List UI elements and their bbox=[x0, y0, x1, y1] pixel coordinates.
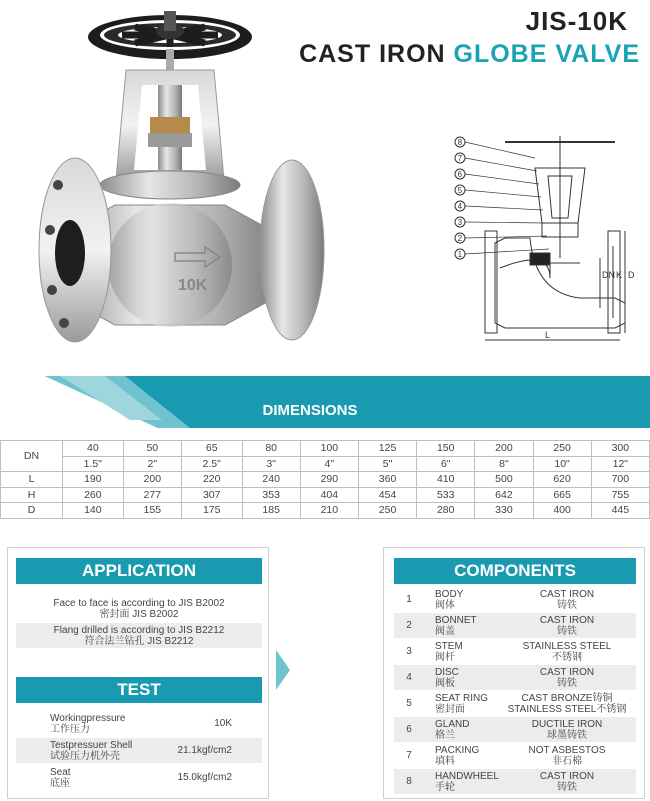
dimensions-cell: 353 bbox=[242, 487, 300, 503]
component-material bbox=[502, 641, 632, 663]
application-item bbox=[16, 623, 262, 648]
component-material-line1: CAST IRON bbox=[539, 667, 595, 678]
callout-leader bbox=[465, 222, 545, 223]
component-row bbox=[394, 613, 636, 638]
dimensions-cell: 2" bbox=[123, 456, 181, 472]
component-row bbox=[394, 769, 636, 794]
dimensions-row bbox=[1, 503, 650, 519]
dimensions-cell: 2.5" bbox=[181, 456, 242, 472]
dimensions-cell: 65 bbox=[181, 441, 242, 457]
callout-number: 8 bbox=[457, 138, 463, 147]
dimensions-cell: 175 bbox=[181, 503, 242, 519]
component-part bbox=[435, 615, 477, 637]
callout-leader bbox=[465, 174, 539, 184]
dimensions-cell: 755 bbox=[591, 487, 649, 503]
dimensions-cell: 80 bbox=[242, 441, 300, 457]
test-item-value: 21.1kgf/cm2 bbox=[177, 745, 232, 756]
dimensions-cell: 533 bbox=[417, 487, 475, 503]
callout-number: 2 bbox=[457, 234, 463, 243]
component-part-en: PACKING bbox=[435, 745, 480, 756]
component-material bbox=[502, 615, 632, 637]
dimensions-title: DIMENSIONS bbox=[262, 402, 358, 419]
dimensions-cell: 10" bbox=[533, 456, 591, 472]
component-part-zh: 阀盖 bbox=[435, 626, 455, 637]
test-item bbox=[16, 711, 262, 736]
product-title-type: GLOBE VALVE bbox=[453, 40, 640, 68]
application-item-zh: 符合法兰钻孔 JIS B2212 bbox=[84, 636, 194, 647]
dimensions-cell: 6" bbox=[417, 456, 475, 472]
component-part-en: DISC bbox=[435, 667, 459, 678]
dimensions-cell: 700 bbox=[591, 472, 649, 488]
dimensions-cell: 190 bbox=[63, 472, 124, 488]
dimensions-cell: 260 bbox=[63, 487, 124, 503]
dimensions-cell: 155 bbox=[123, 503, 181, 519]
component-part-en: HANDWHEEL bbox=[435, 771, 499, 782]
component-row bbox=[394, 665, 636, 690]
dim-label-l: L bbox=[545, 330, 551, 340]
callout-number: 4 bbox=[457, 202, 463, 211]
dimensions-cell: 50 bbox=[123, 441, 181, 457]
dimensions-cell: 290 bbox=[300, 472, 358, 488]
dimensions-cell: 185 bbox=[242, 503, 300, 519]
test-item bbox=[16, 765, 262, 790]
test-item-name-zh: 试验压力机外壳 bbox=[50, 751, 120, 762]
dimensions-cell: 307 bbox=[181, 487, 242, 503]
dimensions-cell: 445 bbox=[591, 503, 649, 519]
component-number: 8 bbox=[406, 776, 412, 787]
component-part-zh: 格兰 bbox=[435, 730, 455, 741]
component-number: 5 bbox=[406, 698, 412, 709]
component-part-zh: 阀体 bbox=[435, 600, 455, 611]
dimensions-row-label: D bbox=[1, 503, 63, 519]
product-title bbox=[299, 40, 640, 69]
dimensions-cell: 100 bbox=[300, 441, 358, 457]
dimensions-cell: 300 bbox=[591, 441, 649, 457]
callout-leader bbox=[465, 190, 541, 197]
component-part-en: SEAT RING bbox=[435, 693, 488, 704]
dimensions-cell: 642 bbox=[475, 487, 533, 503]
component-material-line2: 铸铁 bbox=[557, 782, 577, 793]
dimensions-cell: 220 bbox=[181, 472, 242, 488]
valve-drawing bbox=[440, 128, 635, 348]
dimensions-cell: 280 bbox=[417, 503, 475, 519]
dimensions-cell: 125 bbox=[358, 441, 416, 457]
dimensions-cell: 250 bbox=[358, 503, 416, 519]
dimensions-cell: 240 bbox=[242, 472, 300, 488]
component-material-line2: 球墨铸铁 bbox=[547, 730, 587, 741]
component-material-line1: CAST IRON bbox=[539, 771, 595, 782]
product-title-material: CAST IRON bbox=[299, 40, 446, 68]
application-item-zh: 密封面 JIS B2002 bbox=[99, 609, 179, 620]
dimensions-cell: 140 bbox=[63, 503, 124, 519]
dimensions-cell: 454 bbox=[358, 487, 416, 503]
test-item-name-en: Testpressuer Shell bbox=[50, 740, 133, 751]
callout-number: 6 bbox=[457, 170, 463, 179]
dimensions-cell: 4" bbox=[300, 456, 358, 472]
valve-photo bbox=[30, 5, 330, 360]
callout-number: 3 bbox=[457, 218, 463, 227]
dimensions-cell: 200 bbox=[123, 472, 181, 488]
dim-label-k: K bbox=[616, 270, 623, 280]
component-part-zh: 密封面 bbox=[435, 704, 465, 715]
component-material-line1: CAST BRONZE铸铜 bbox=[521, 693, 613, 704]
callout-number: 5 bbox=[457, 186, 463, 195]
body-marking: 10K bbox=[178, 277, 208, 294]
component-row bbox=[394, 743, 636, 768]
component-material bbox=[502, 719, 632, 741]
dimensions-cell: 40 bbox=[63, 441, 124, 457]
dimensions-row bbox=[1, 441, 650, 457]
component-material-line2: 铸铁 bbox=[557, 600, 577, 611]
test-item-name bbox=[50, 740, 132, 762]
component-number: 2 bbox=[406, 620, 412, 631]
component-material-line2: STAINLESS STEEL不锈钢 bbox=[507, 704, 627, 715]
dimensions-cell: 277 bbox=[123, 487, 181, 503]
dimensions-cell: 1.5" bbox=[63, 456, 124, 472]
component-part-zh: 手轮 bbox=[435, 782, 455, 793]
application-item bbox=[16, 596, 262, 621]
component-material-line1: DUCTILE IRON bbox=[531, 719, 603, 730]
dimensions-cell: 210 bbox=[300, 503, 358, 519]
test-item-name bbox=[50, 767, 71, 789]
test-title: TEST bbox=[16, 677, 262, 703]
component-material-line1: CAST IRON bbox=[539, 615, 595, 626]
component-number: 3 bbox=[406, 646, 412, 657]
dimensions-cell: 5" bbox=[358, 456, 416, 472]
callout-leader bbox=[465, 142, 535, 158]
test-item-name bbox=[50, 713, 125, 735]
component-number: 7 bbox=[406, 750, 412, 761]
dimensions-cell: 665 bbox=[533, 487, 591, 503]
dimensions-row-label: H bbox=[1, 487, 63, 503]
dimensions-row bbox=[1, 487, 650, 503]
component-part-zh: 阀杆 bbox=[435, 652, 455, 663]
component-part bbox=[435, 771, 499, 793]
component-material-line1: CAST IRON bbox=[539, 589, 595, 600]
dimensions-cell: 150 bbox=[417, 441, 475, 457]
model-code: JIS-10K bbox=[525, 6, 628, 36]
component-part-zh: 填料 bbox=[435, 756, 455, 767]
test-item bbox=[16, 738, 262, 763]
component-part bbox=[435, 589, 463, 611]
callout-leader bbox=[465, 158, 537, 171]
dimensions-row-label: DN bbox=[1, 441, 63, 472]
test-item-name-en: Seat bbox=[50, 767, 71, 778]
dimensions-row-label: L bbox=[1, 472, 63, 488]
callout-number: 1 bbox=[457, 250, 463, 259]
callout-number: 7 bbox=[457, 154, 463, 163]
component-row bbox=[394, 717, 636, 742]
component-part bbox=[435, 719, 469, 741]
dimensions-table bbox=[0, 440, 650, 519]
component-material bbox=[502, 667, 632, 689]
component-material bbox=[502, 693, 632, 715]
test-item-value: 10K bbox=[214, 718, 232, 729]
component-part bbox=[435, 745, 479, 767]
component-row bbox=[394, 639, 636, 664]
component-material bbox=[502, 589, 632, 611]
dimensions-cell: 200 bbox=[475, 441, 533, 457]
dim-label-dn: DN bbox=[602, 270, 615, 280]
component-material-line1: NOT ASBESTOS bbox=[528, 745, 606, 756]
components-title: COMPONENTS bbox=[394, 558, 636, 584]
dimensions-cell: 12" bbox=[591, 456, 649, 472]
test-item-name-en: Workingpressure bbox=[50, 713, 126, 724]
dimensions-row bbox=[1, 456, 650, 472]
dimensions-cell: 360 bbox=[358, 472, 416, 488]
components-panel bbox=[383, 547, 645, 799]
component-material-line2: 不锈钢 bbox=[552, 652, 582, 663]
chevron-right-icon bbox=[276, 650, 290, 690]
component-material-line2: 非石棉 bbox=[552, 756, 582, 767]
dimensions-row bbox=[1, 472, 650, 488]
dimensions-cell: 620 bbox=[533, 472, 591, 488]
dim-label-d: D bbox=[628, 270, 635, 280]
component-material-line2: 铸铁 bbox=[557, 678, 577, 689]
component-part-en: GLAND bbox=[435, 719, 470, 730]
component-material-line2: 铸铁 bbox=[557, 626, 577, 637]
dimensions-cell: 410 bbox=[417, 472, 475, 488]
dimensions-cell: 330 bbox=[475, 503, 533, 519]
component-part bbox=[435, 667, 459, 689]
test-item-name-zh: 底座 bbox=[50, 778, 70, 789]
component-number: 4 bbox=[406, 672, 412, 683]
component-number: 1 bbox=[406, 594, 412, 605]
component-number: 6 bbox=[406, 724, 412, 735]
component-material bbox=[502, 745, 632, 767]
component-part-en: BODY bbox=[435, 589, 464, 600]
component-material-line1: STAINLESS STEEL bbox=[522, 641, 612, 652]
test-item-name-zh: 工作压力 bbox=[50, 724, 90, 735]
dimensions-cell: 250 bbox=[533, 441, 591, 457]
component-part-en: BONNET bbox=[435, 615, 477, 626]
component-row bbox=[394, 587, 636, 612]
dimensions-cell: 500 bbox=[475, 472, 533, 488]
application-title: APPLICATION bbox=[16, 558, 262, 584]
dimensions-cell: 8" bbox=[475, 456, 533, 472]
dimensions-cell: 400 bbox=[533, 503, 591, 519]
component-part-en: STEM bbox=[435, 641, 463, 652]
component-row bbox=[394, 691, 636, 716]
component-part bbox=[435, 693, 488, 715]
callout-leader bbox=[465, 206, 543, 210]
test-item-value: 15.0kgf/cm2 bbox=[177, 772, 232, 783]
application-test-panel bbox=[7, 547, 269, 799]
component-part-zh: 阀板 bbox=[435, 678, 455, 689]
dimensions-cell: 3" bbox=[242, 456, 300, 472]
application-item-en: Flang drilled is according to JIS B2212 bbox=[53, 625, 225, 636]
application-item-en: Face to face is according to JIS B2002 bbox=[53, 598, 225, 609]
dimensions-cell: 404 bbox=[300, 487, 358, 503]
component-part bbox=[435, 641, 463, 663]
component-material bbox=[502, 771, 632, 793]
